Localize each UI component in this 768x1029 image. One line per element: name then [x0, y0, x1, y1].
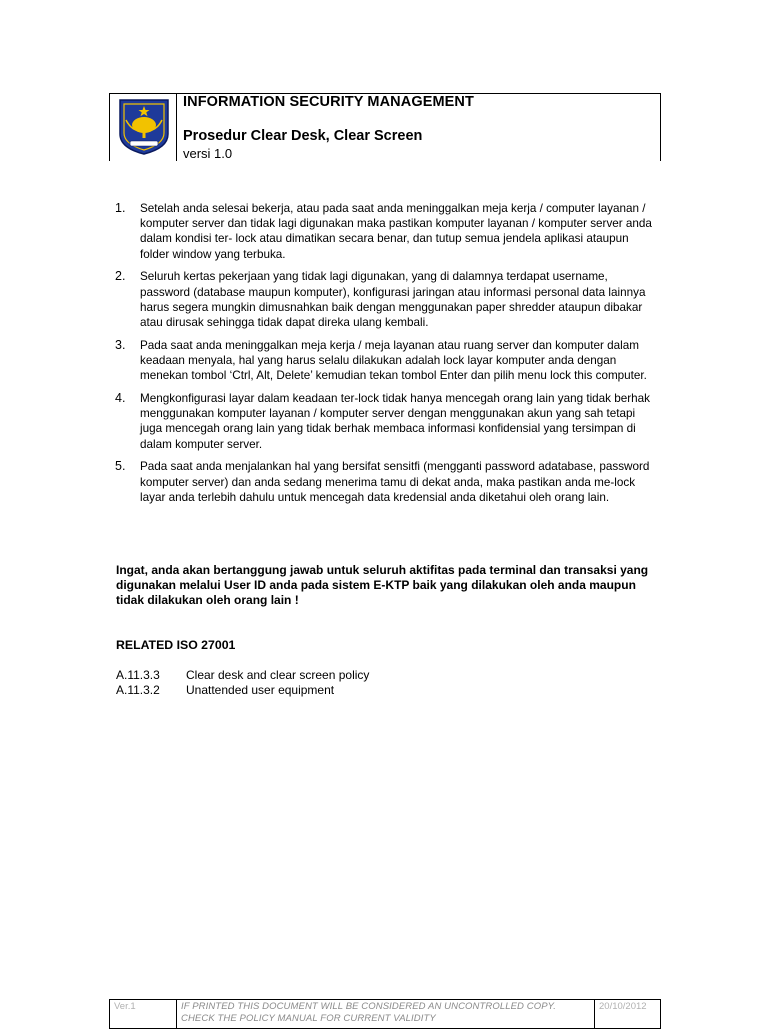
step-text: Pada saat anda meninggalkan meja kerja / meja layanan atau ruang server dan komputer dalam keadaan menyala, hal yang harus selalu dilakukan adalah lock layar komputer anda dengan menekan tombol ‘Ctrl, Alt, Delete’ kemudian tekan tombol Enter dan pilih menu lock this computer.: [140, 338, 647, 383]
iso-reference-desc: Clear desk and clear screen policy: [186, 668, 370, 682]
footer-notice-line: CHECK THE POLICY MANUAL FOR CURRENT VALIDITY: [181, 1013, 436, 1024]
procedure-step: [115, 201, 660, 262]
document-version: versi 1.0: [183, 146, 233, 161]
step-text: Seluruh kertas pekerjaan yang tidak lagi digunakan, yang di dalamnya terdapat username, password (database maupun komputer), konfigurasi jaringan atau informasi personal data lainnya harus segera mungkin dimusnahkan baik dengan menggunakan paper shredder ataupun dibakar atau dirusak sehingga tidak dapat direka ulang kembali.: [140, 270, 646, 330]
footer-date: 20/10/2012: [599, 1001, 647, 1012]
step-number: 5.: [115, 459, 126, 474]
document-subtitle: Prosedur Clear Desk, Clear Screen: [183, 128, 423, 144]
iso-reference-code: A.11.3.2: [116, 683, 160, 697]
iso-reference-row: [116, 668, 369, 683]
procedure-step: [115, 391, 660, 452]
step-text: Pada saat anda menjalankan hal yang bersifat sensitfi (mengganti password adatabase, password komputer server) dan anda sedang menerima tamu di dekat anda, maka pastikan anda me-lock layar anda terlebih dahulu untuk mencegah data kredensial anda diketahui oleh orang lain.: [140, 460, 650, 504]
procedure-step: [115, 338, 660, 384]
procedure-step: [115, 269, 660, 330]
header-divider: [176, 94, 177, 161]
iso-reference-row: [116, 683, 369, 698]
document-title: INFORMATION SECURITY MANAGEMENT: [183, 94, 474, 110]
government-emblem-icon: [116, 96, 172, 156]
step-number: 2.: [115, 269, 126, 284]
iso-reference-desc: Unattended user equipment: [186, 683, 335, 697]
iso-reference-list: [116, 668, 369, 698]
related-iso-heading: RELATED ISO 27001: [116, 638, 236, 652]
procedure-list: [115, 201, 660, 513]
step-number: 1.: [115, 201, 126, 215]
step-number: 4.: [115, 391, 126, 406]
procedure-step: [115, 459, 660, 505]
step-text: Mengkonfigurasi layar dalam keadaan ter-lock tidak hanya mencegah orang lain yang tidak berhak menggunakan komputer layanan / komputer server dengan menggunakan akun yang sah tetapi juga mencegah orang lain yang tidak berhak membaca informasi konfidensial yang tersimpan di dalam komputer server.: [140, 392, 651, 451]
step-text: Setelah anda selesai bekerja, atau pada saat anda meninggalkan meja kerja / computer layanan / komputer server dan tidak lagi digunakan maka pastikan komputer layanan / komputer server anda dalam kondisi ter- lock atau dimatikan secara benar, dan tutup semua jendela aplikasi ataupun folder window yang terbuka.: [140, 202, 652, 261]
step-number: 3.: [115, 337, 126, 352]
document-header: [109, 93, 661, 161]
footer-notice-line: IF PRINTED THIS DOCUMENT WILL BE CONSIDERED AN UNCONTROLLED COPY.: [181, 1001, 556, 1012]
footer-version: Ver.1: [110, 1000, 177, 1028]
iso-reference-code: A.11.3.3: [116, 668, 160, 682]
responsibility-warning: Ingat, anda akan bertanggung jawab untuk seluruh aktifitas pada terminal dan transaksi yang digunakan melalui User ID anda pada sistem E-KTP baik yang dilakukan oleh anda maupun tidak dilakukan oleh orang lain !: [116, 563, 649, 607]
document-footer: [109, 999, 661, 1029]
